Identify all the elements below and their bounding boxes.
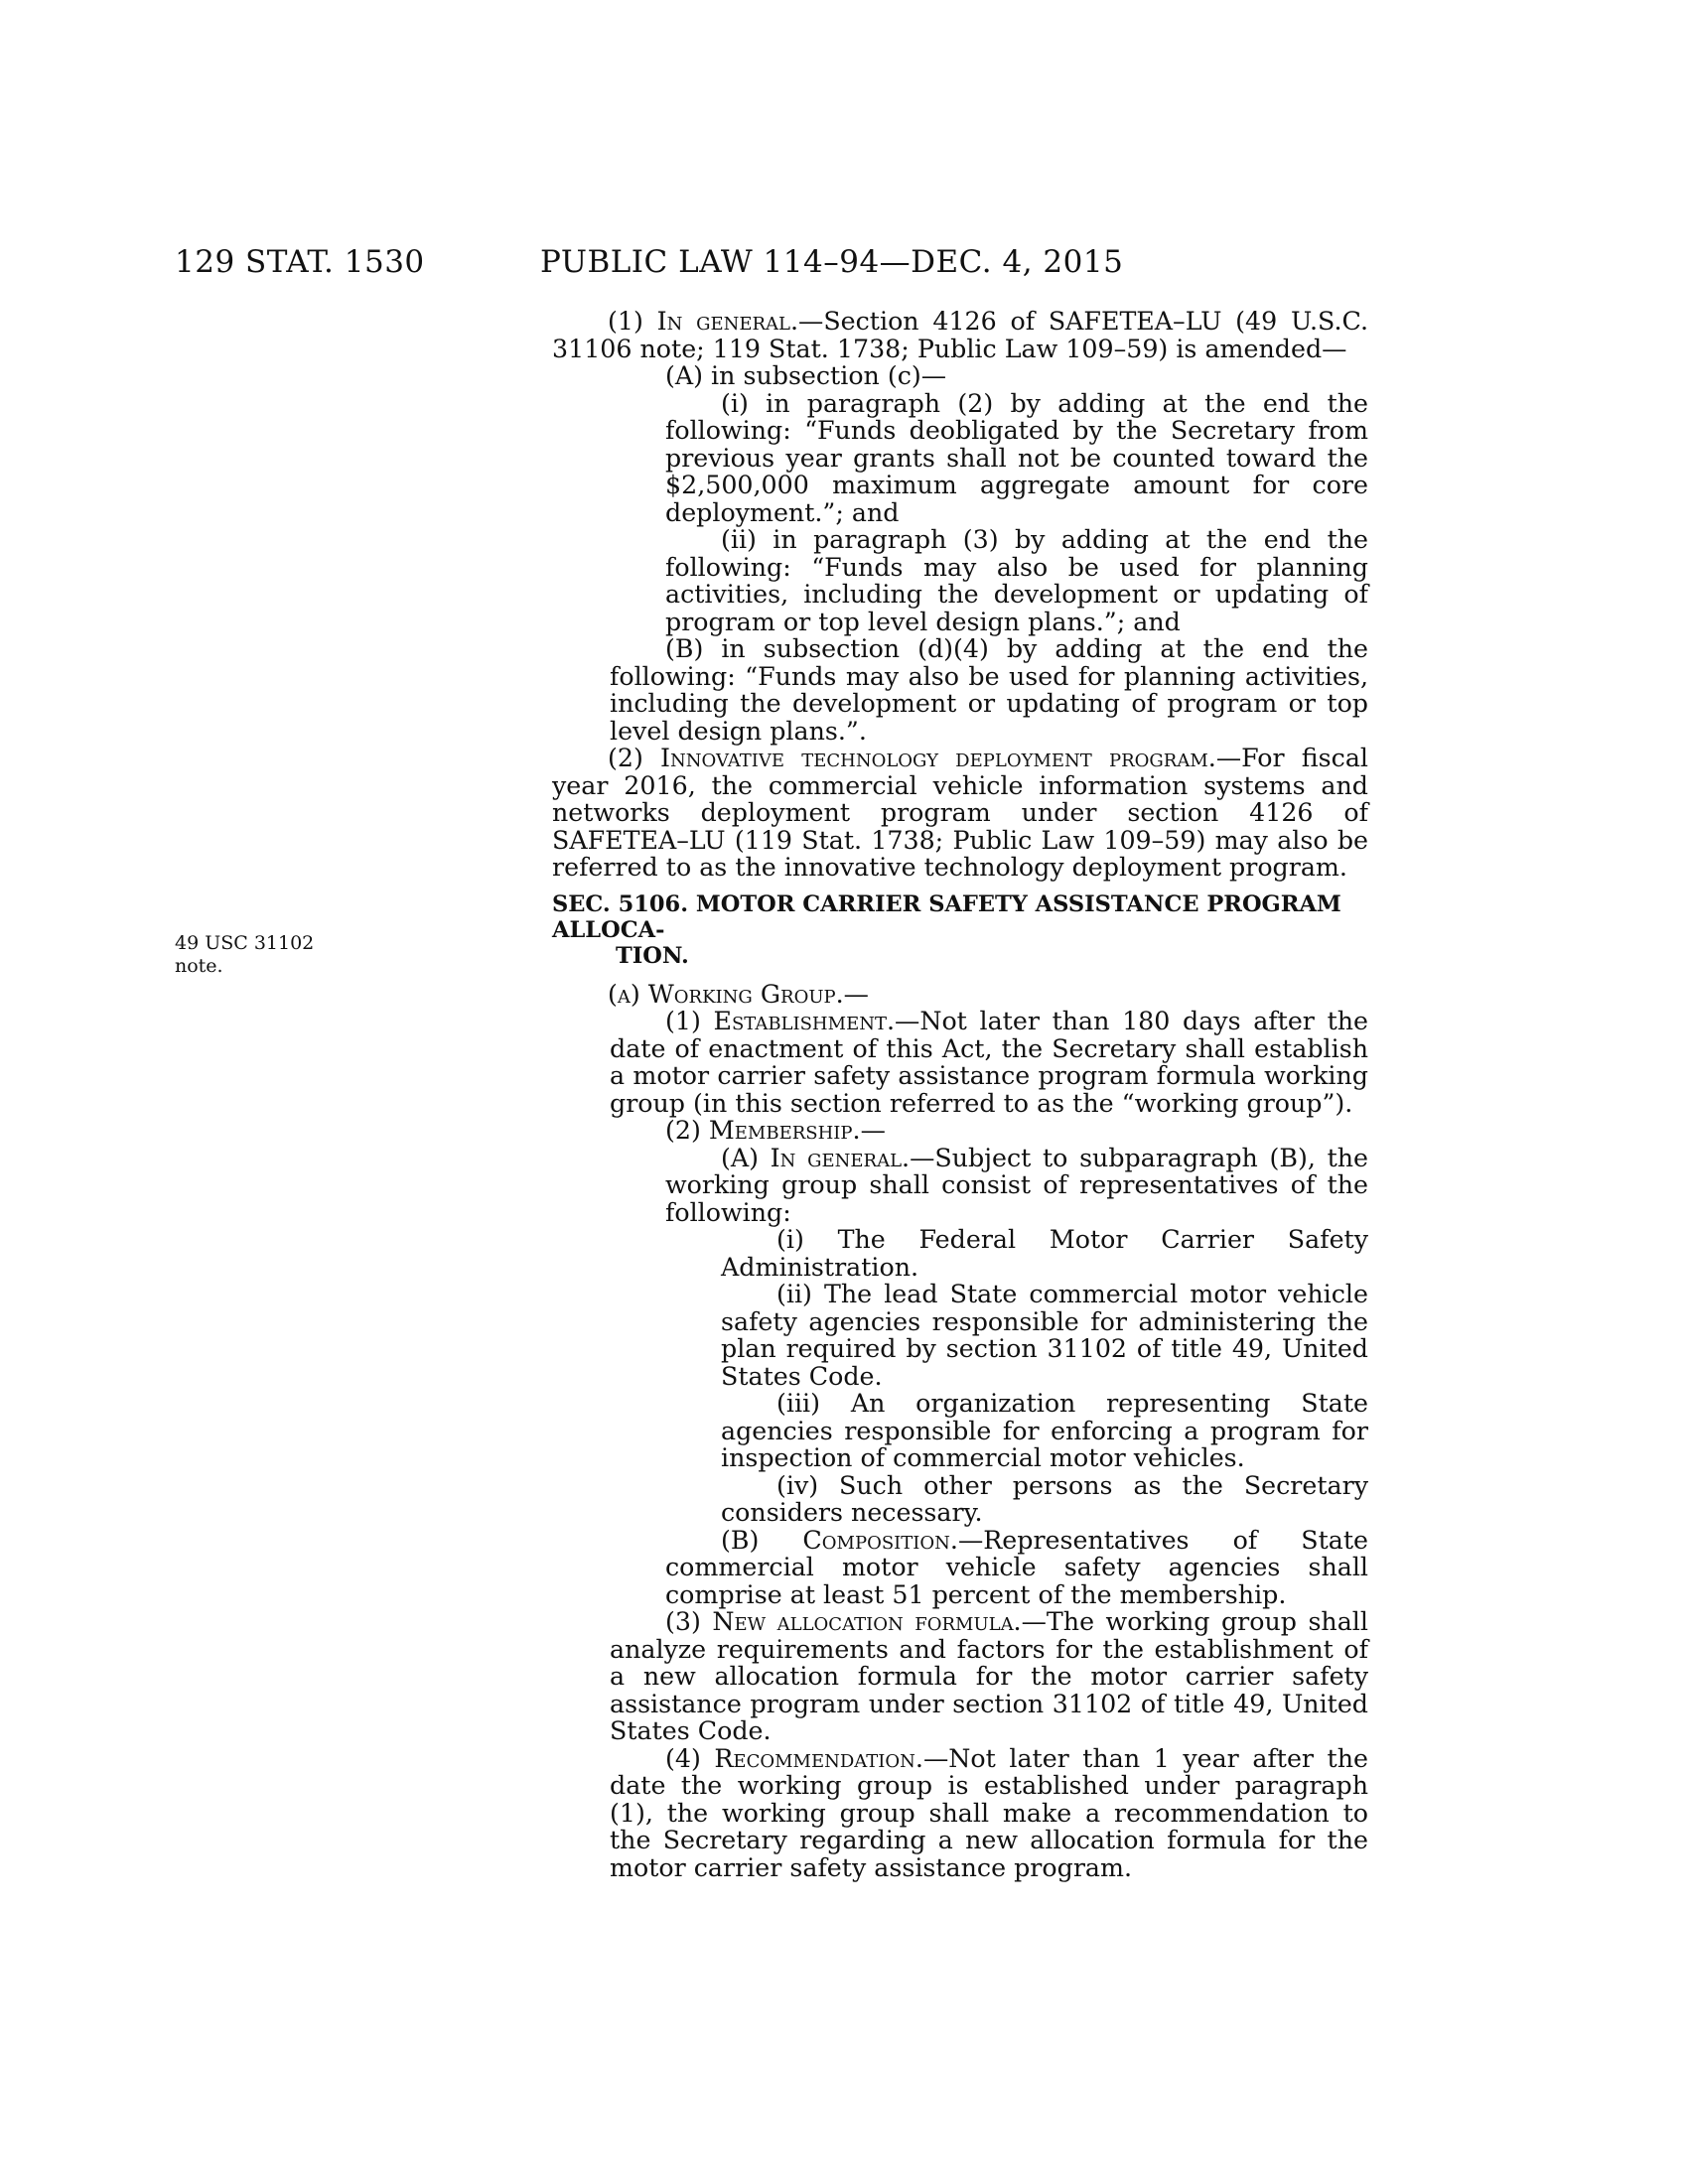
clause-a-2-A-iv: (iv) Such other persons as the Secretary considers necessary. bbox=[721, 1470, 1368, 1527]
subsection-a-2-heading: (2) Membership. bbox=[665, 1116, 861, 1145]
section-heading bbox=[552, 891, 1368, 969]
subsection-a-1-heading: (1) Establishment. bbox=[665, 1007, 896, 1035]
subsection-a-1-text: —Not later than 180 days after the date of enactment of this Act, the Secretary shall establish a motor carrier safety assistance program formula working group (in this section referred to as the “working group”). bbox=[610, 1007, 1368, 1118]
subsection-a-3-text: —The working group shall analyze requirements and factors for the establishment of a new allocation formula for the motor carrier safety assistance program under section 31102 of title 49, United States Code. bbox=[610, 1607, 1368, 1745]
paragraph-2-text: —For fiscal year 2016, the commercial vehicle information systems and networks deployment program under section 4126 of SAFETEA–LU (119 Stat. 1738; Public Law 109–59) may also be referred to as the innovative technology deployment program. bbox=[552, 744, 1368, 882]
paragraph-2 bbox=[552, 745, 1368, 882]
subsection-a-2-B-heading: (B) Composition. bbox=[721, 1525, 958, 1555]
paragraph-1 bbox=[552, 308, 1368, 362]
subparagraph-A: (A) in subsection (c)— bbox=[665, 361, 947, 390]
subsection-a-2-A-heading: (A) In general. bbox=[721, 1143, 911, 1172]
clause-i: (i) in paragraph (2) by adding at the end the following: “Funds deobligated by the Secretary from previous year grants shall not be counted toward the $2,500,000 maximum aggregate amount for core deployment.”; and bbox=[665, 388, 1368, 527]
subparagraph-B: (B) in subsection (d)(4) by adding at the end the following: “Funds may also be used for planning activities, including the development or updating of program or top level design plans.”. bbox=[610, 634, 1368, 746]
paragraph-2-heading: (2) Innovative technology deployment program. bbox=[608, 744, 1216, 772]
subsection-a-2-A-text: —Subject to subparagraph (B), the working group shall consist of representatives of the following: bbox=[665, 1143, 1368, 1227]
subsection-a-2-B bbox=[552, 1527, 1368, 1609]
margin-note: 49 USC 31102 note. bbox=[175, 932, 315, 977]
page-number: 129 STAT. 1530 bbox=[175, 244, 425, 280]
subsection-a-2-A bbox=[552, 1145, 1368, 1227]
subsection-a-dash: — bbox=[843, 979, 869, 1009]
subsection-a-4-text: —Not later than 1 year after the date the working group is established under paragraph (1), the working group shall make a recommendation to the Secretary regarding a new allocation formula for the motor carrier safety assistance program. bbox=[610, 1743, 1368, 1882]
clause-a-2-A-iii: (iii) An organization representing State agencies responsible for enforcing a program for inspection of commercial motor vehicles. bbox=[721, 1389, 1368, 1472]
subsection-a-4-heading: (4) Recommendation. bbox=[665, 1743, 923, 1773]
clause-a-2-A-i: (i) The Federal Motor Carrier Safety Administration. bbox=[721, 1225, 1368, 1282]
paragraph-1-text: —Section 4126 of SAFETEA–LU (49 U.S.C. 31106 note; 119 Stat. 1738; Public Law 109–59) is amended— bbox=[552, 307, 1368, 363]
subsection-a bbox=[552, 981, 1368, 1009]
subsection-a-2-B-text: —Representatives of State commercial motor vehicle safety agencies shall comprise at least 51 percent of the membership. bbox=[665, 1525, 1369, 1609]
subsection-a-1 bbox=[552, 1008, 1368, 1117]
subsection-a-3-heading: (3) New allocation formula. bbox=[665, 1607, 1022, 1636]
subsection-a-2 bbox=[552, 1117, 1368, 1145]
document-body bbox=[552, 308, 1368, 1881]
page-header bbox=[0, 244, 1688, 290]
clause-ii: (ii) in paragraph (3) by adding at the end the following: “Funds may also be used for planning activities, including the development or updating of program or top level design plans.”; and bbox=[665, 525, 1368, 636]
section-heading-line1: SEC. 5106. MOTOR CARRIER SAFETY ASSISTANCE PROGRAM ALLOCA- bbox=[552, 890, 1341, 943]
clause-a-2-A-ii: (ii) The lead State commercial motor vehicle safety agencies responsible for administering the plan required by section 31102 of title 49, United States Code. bbox=[721, 1280, 1368, 1391]
running-head: PUBLIC LAW 114–94—DEC. 4, 2015 bbox=[540, 244, 1124, 280]
subsection-a-2-dash: — bbox=[860, 1116, 886, 1145]
paragraph-1-heading: (1) In general. bbox=[608, 307, 799, 336]
subsection-a-heading: (a) Working Group. bbox=[608, 979, 844, 1009]
section-heading-line2: TION. bbox=[616, 942, 689, 969]
subsection-a-3 bbox=[552, 1608, 1368, 1745]
subsection-a-4 bbox=[552, 1745, 1368, 1882]
